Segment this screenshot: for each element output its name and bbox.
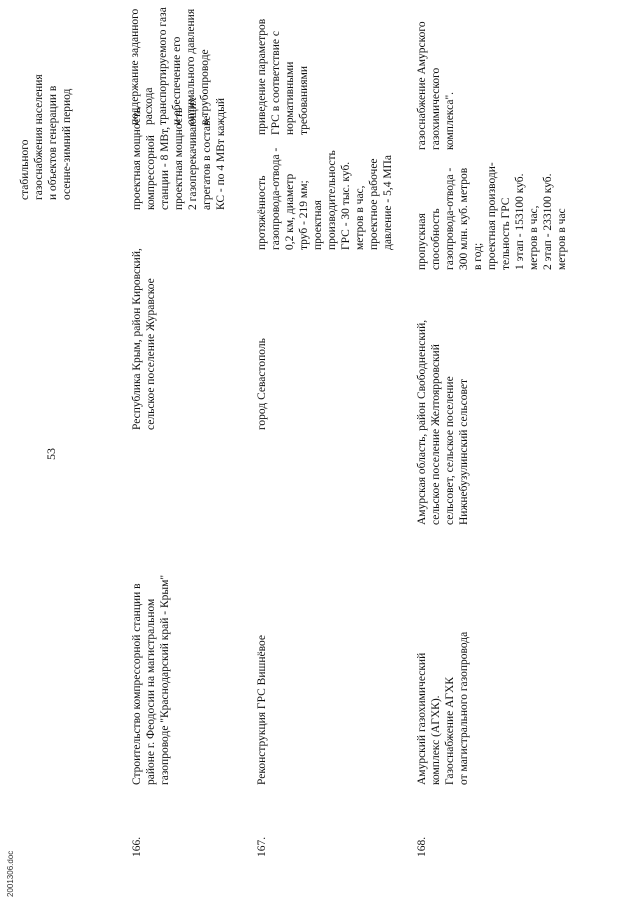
row-167-name: Реконструкция ГРС Вишнёвое xyxy=(256,635,268,785)
row-166-purpose: поддержание заданного расхода транспортируемого газа и обеспечение его оптимального давления в трубопроводе xyxy=(129,7,211,125)
row-166-location: Республика Крым, район Кировский, сельское поселение Журавское xyxy=(131,248,157,430)
row-166-name: Строительство компрессорной станции в районе г. Феодосии на магистральном газопроводе "Краснодарский край - Крым" xyxy=(131,574,171,785)
row-167-number: 167. xyxy=(256,836,268,857)
row-168-characteristics: пропускная способность газопровода-отвода - 300 млн. куб. метров в год; проектная производи- тельность ГРС 1 этап - 153100 куб. метров в час, 2 этап - 233100 куб. метров в час xyxy=(416,162,568,270)
row-167-location: город Севастополь xyxy=(256,338,268,430)
row-166-characteristics: проектная мощность компрессорной станции - 8 МВт, проектная мощность 2 газоперекачивающих агрегатов в составе КС - по 4 МВт каждый xyxy=(131,97,227,210)
continuation-purpose-cell: стабильного газоснабжения населения и объектов генерации в осенне-зимний период xyxy=(19,74,73,200)
row-168-purpose: газоснабжение Амурского газохимического комплекса". xyxy=(416,21,456,150)
row-168-name: Амурский газохимический комплекс (АГХК). Газоснабжение АГХК от магистрального газопровода xyxy=(416,631,470,785)
row-167-purpose: приведение параметров ГРС в соответствие с нормативными требованиями xyxy=(256,18,310,135)
row-166-number: 166. xyxy=(131,836,143,857)
row-167-characteristics: протяжённость газопровода-отвода - 0,2 км, диаметр труб - 219 мм; проектная производительность ГРС - 30 тыс. куб. метров в час, проектное рабочее давление - 5,4 МПа xyxy=(256,147,394,250)
row-168-location: Амурская область, район Свободненский, сельское поселение Желтоярровский сельсовет, сельское поселение Нижнебузулинский сельсовет xyxy=(416,319,470,525)
page-number: 53 xyxy=(44,448,58,460)
row-168-number: 168. xyxy=(416,836,428,857)
document-id: 2001306.doc xyxy=(6,850,15,897)
